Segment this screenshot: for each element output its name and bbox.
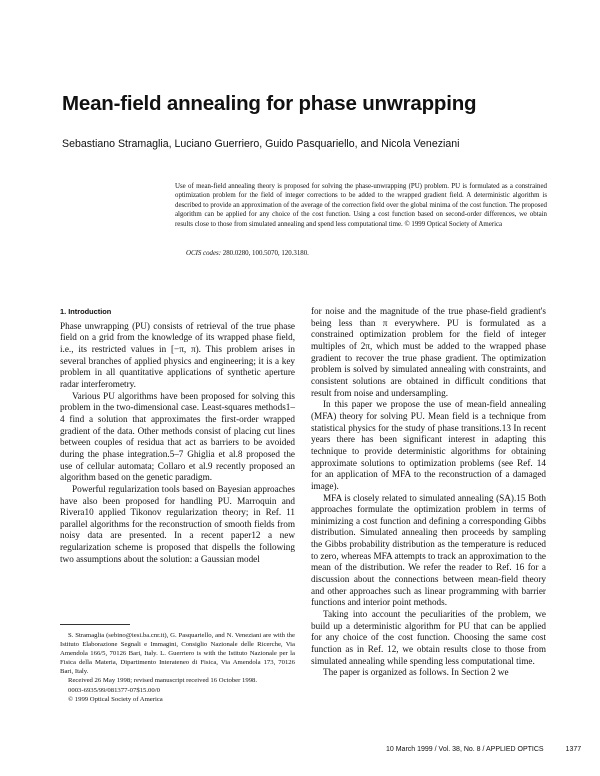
section-heading: 1. Introduction xyxy=(60,307,112,316)
body-paragraph: MFA is closely related to simulated annealing (SA).15 Both approaches formulate the optimization problem in terms of minimizing a cost function and defining a corresponding Gibbs distribution. Simulated annealing then proceeds by sampling the Gibbs probability distribution as the temperature is reduced to zero, whereas MFA attempts to track an approximation to the mean of the distribution. We refer the reader to Ref. 16 for a discussion about the connections between mean-field theory and other approaches such as linear programming with barrier functions and interior point methods. xyxy=(311,492,546,608)
ocis-codes xyxy=(186,250,309,257)
footnote-divider xyxy=(60,624,130,625)
body-paragraph: for noise and the magnitude of the true phase-field gradient's being less than π everywhere. PU is formulated as a constrained optimization problem for the field of integer multiples of 2π, which must be added to the wrapped phase gradient to recover the true phase gradient. The optimization problem is solved by simulated annealing with constraints, and consistent solutions are obtained in difficult conditions that result from noise and undersampling. xyxy=(311,306,546,398)
right-column xyxy=(311,306,546,679)
left-column xyxy=(60,306,295,565)
body-paragraph: The paper is organized as follows. In Section 2 we xyxy=(323,667,509,678)
body-paragraph: In this paper we propose the use of mean-field annealing (MFA) theory for solving PU. Mean field is a technique from statistical physics for the study of phase transitions.13 In recent years there has been significant interest in adapting this technique to provide deterministic algorithms for obtaining approximate solutions to optimization problems (see Ref. 14 for an application of MFA to the reconstruction of a damaged image). xyxy=(311,399,546,491)
abstract: Use of mean-field annealing theory is proposed for solving the phase-unwrapping (PU) problem. PU is formulated as a constrained optimization problem for the field of integer corrections to be added to the wrapped gradient field. A deterministic algorithm is described to provide an approximation of the average of the correction field over the global minima of the cost function. The proposed algorithm can be applied for any choice of the cost function. Using a cost function based on second-order differences, we obtain results close to those from simulated annealing and spend less computational time. © 1999 Optical Society of America xyxy=(175,183,547,228)
issn-code: 0003-6935/99/081377-07$15.00/0 xyxy=(68,686,160,694)
body-paragraph: Taking into account the peculiarities of the problem, we build up a deterministic algorithm for PU that can be applied for any choice of the cost function. Choosing the same cost function as in Ref. 12, we obtain results close to those from simulated annealing while spending less computational time. xyxy=(311,609,546,666)
affiliation-footnote: S. Stramaglia (sebino@iesi.ba.cnr.it), G. Pasquariello, and N. Veneziani are with the Istituto Elaborazione Segnali e Immagini, Consiglio Nazionale delle Ricerche, Via Amendola 166/5, 70126 Bari, Italy. L. Guerriero is with the Istituto Nazionale per la Fisica della Materia, Dipartimento Interateneo di Fisica, Via Amendola 173, 70126 Bari, Italy. xyxy=(60,632,295,676)
copyright-notice: © 1999 Optical Society of America xyxy=(68,695,163,703)
footnotes xyxy=(60,631,295,704)
page-number: 1377 xyxy=(565,746,582,753)
ocis-label: OCIS codes: xyxy=(186,250,222,257)
ocis-values: 280.0280, 100.5070, 120.3180. xyxy=(222,250,309,257)
author-list: Sebastiano Stramaglia, Luciano Guerriero, Guido Pasquariello, and Nicola Veneziani xyxy=(62,138,460,150)
page-footer xyxy=(386,746,581,753)
body-paragraph: Phase unwrapping (PU) consists of retrieval of the true phase field on a grid from the knowledge of its wrapped phase field, i.e., its restricted values in [−π, π). This problem arises in several branches of applied physics and engineering; it is a key problem in all quantitative applications of synthetic aperture radar interferometry. xyxy=(60,320,295,389)
body-paragraph: Powerful regularization tools based on Bayesian approaches have also been proposed for handling PU. Marroquin and Rivera10 applied Tikonov regularization theory; in Ref. 11 parallel algorithms for the reconstruction of smooth fields from noisy data are presented. In a recent paper12 a new regularization scheme is proposed that dispells the following two assumptions about the solution: a Gaussian model xyxy=(60,483,295,564)
paper-title: Mean-field annealing for phase unwrapping xyxy=(62,92,477,115)
body-paragraph: Various PU algorithms have been proposed for solving this problem in the two-dimensional case. Least-squares methods1–4 find a solution that approximates the first-order wrapped gradient of the data. Other methods consist of placing cut lines between couples of residua that act as barriers to be avoided during the phase integration.5–7 Ghiglia et al.8 proposed the use of cellular automata; Collaro et al.9 recently proposed an algorithm based on the genetic paradigm. xyxy=(60,390,295,483)
journal-info: 10 March 1999 / Vol. 38, No. 8 / APPLIED OPTICS xyxy=(386,746,544,753)
received-dates: Received 26 May 1998; revised manuscript received 16 October 1998. xyxy=(68,677,258,685)
